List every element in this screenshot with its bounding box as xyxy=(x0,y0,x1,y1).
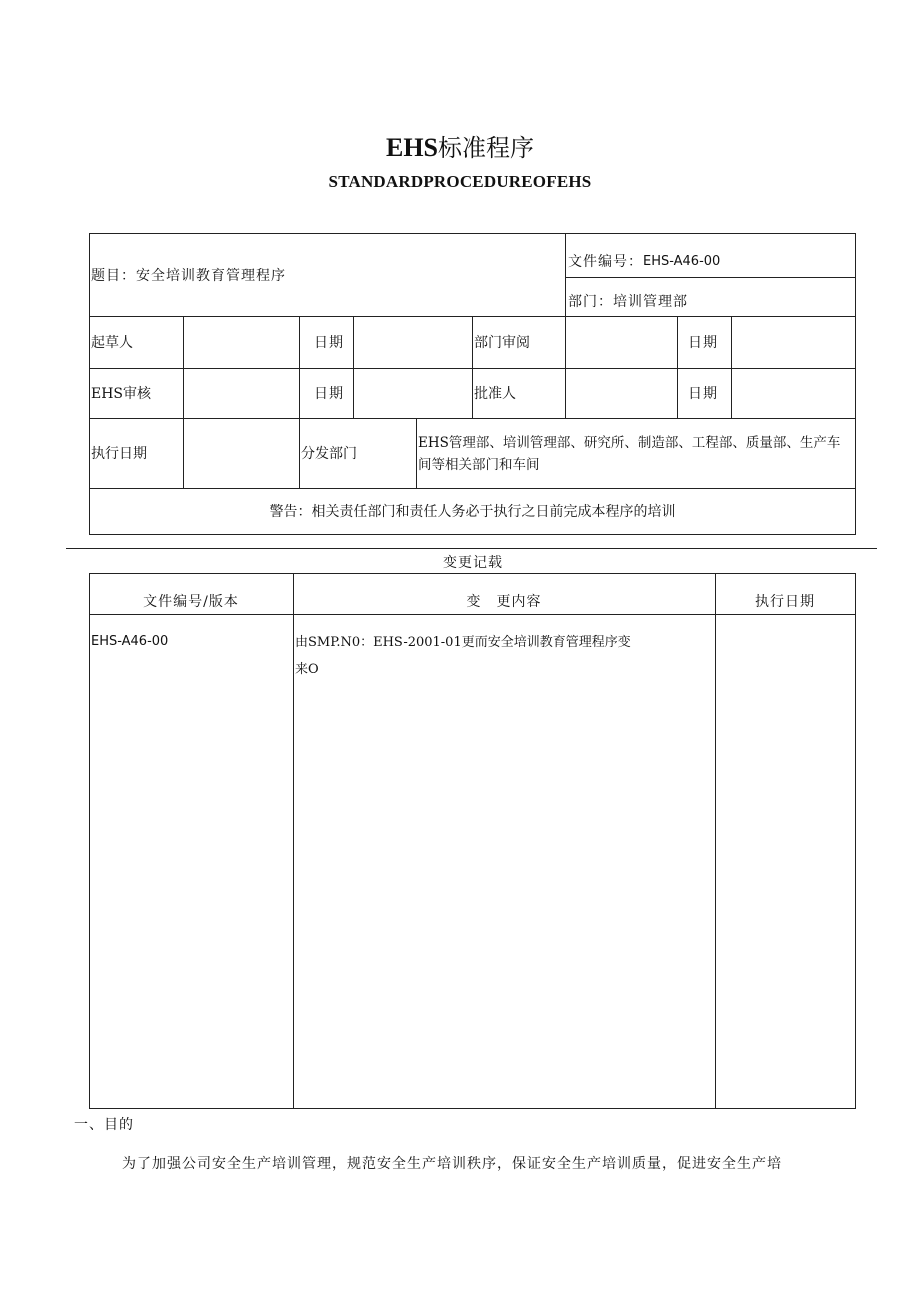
date-label-2: 日期 xyxy=(688,335,718,351)
document-title xyxy=(0,128,920,163)
row-version: EHS-A46-00 xyxy=(91,633,169,649)
subject-field: 题目：安全培训教育管理程序 xyxy=(91,268,286,284)
dept-review-label: 部门审阅 xyxy=(474,335,530,351)
date-label-1: 日期 xyxy=(314,335,344,351)
exec-date-label: 执行日期 xyxy=(91,446,147,462)
row-content-line1: 由SMP.N0：EHS-2001-01更而安全培训教育管理程序变 xyxy=(295,634,631,650)
doc-number-field xyxy=(568,244,720,278)
date-label-4: 日期 xyxy=(688,386,718,402)
doc-number-value: EHS-A46-00 xyxy=(643,253,721,269)
distribution-label: 分发部门 xyxy=(301,446,357,462)
distribution-value: EHS管理部、培训管理部、研究所、制造部、工程部、质量部、生产车间等相关部门和车间 xyxy=(418,435,841,473)
document-subtitle: STANDARDPROCEDUREOFEHS xyxy=(328,172,592,191)
drafter-label: 起草人 xyxy=(91,335,133,351)
section-paragraph-purpose: 为了加强公司安全生产培训管理，规范安全生产培训秩序，保证安全生产培训质量，促进安全生产培 xyxy=(122,1156,782,1172)
doc-number-label: 文件编号： xyxy=(568,254,643,270)
change-record-title: 变更记载 xyxy=(443,555,503,571)
col-header-version: 文件编号/版本 xyxy=(143,594,239,610)
warning-text: 警告：相关责任部门和责任人务必于执行之日前完成本程序的培训 xyxy=(269,504,676,520)
date-label-3: 日期 xyxy=(314,386,344,402)
col-header-content: 变 更内容 xyxy=(466,594,542,610)
section-divider xyxy=(66,548,877,549)
section-heading-purpose: 一、目的 xyxy=(74,1117,134,1133)
title-cn: 标准程序 xyxy=(438,134,535,162)
title-ehs: EHS xyxy=(385,133,439,162)
col-header-date: 执行日期 xyxy=(755,594,815,610)
approver-label: 批准人 xyxy=(474,386,516,402)
row-content-line2: 来O xyxy=(295,661,319,677)
ehs-review-label: EHS审核 xyxy=(91,386,152,402)
department-field: 部门：培训管理部 xyxy=(568,294,688,310)
